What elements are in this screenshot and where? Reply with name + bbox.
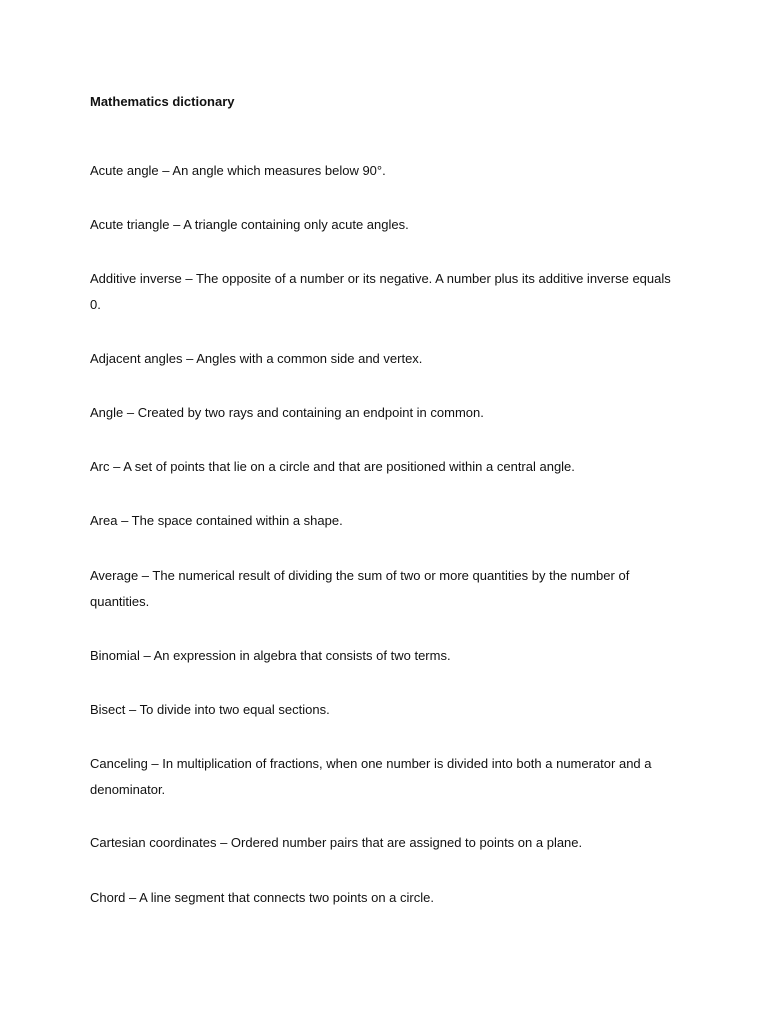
definition-entry: Bisect – To divide into two equal sections. xyxy=(90,702,330,717)
definition-entry: Binomial – An expression in algebra that consists of two terms. xyxy=(90,648,451,663)
definition-entry: Additive inverse – The opposite of a number or its negative. A number plus its additive inverse equals 0. xyxy=(90,271,671,312)
definition-entry: Canceling – In multiplication of fractions, when one number is divided into both a numerator and a denominator. xyxy=(90,756,652,797)
definition-entry: Acute triangle – A triangle containing only acute angles. xyxy=(90,217,409,232)
definition-entry: Average – The numerical result of dividing the sum of two or more quantities by the number of quantities. xyxy=(90,568,630,609)
definition-entry: Acute angle – An angle which measures below 90°. xyxy=(90,163,386,178)
document-title: Mathematics dictionary xyxy=(90,94,235,109)
definition-entry: Area – The space contained within a shape. xyxy=(90,513,343,528)
definition-entry: Cartesian coordinates – Ordered number pairs that are assigned to points on a plane. xyxy=(90,835,583,850)
definition-entry: Adjacent angles – Angles with a common side and vertex. xyxy=(90,351,423,366)
definition-entry: Chord – A line segment that connects two points on a circle. xyxy=(90,890,434,905)
definition-entry: Arc – A set of points that lie on a circle and that are positioned within a central angle. xyxy=(90,459,575,474)
definition-entry: Angle – Created by two rays and containing an endpoint in common. xyxy=(90,405,484,420)
